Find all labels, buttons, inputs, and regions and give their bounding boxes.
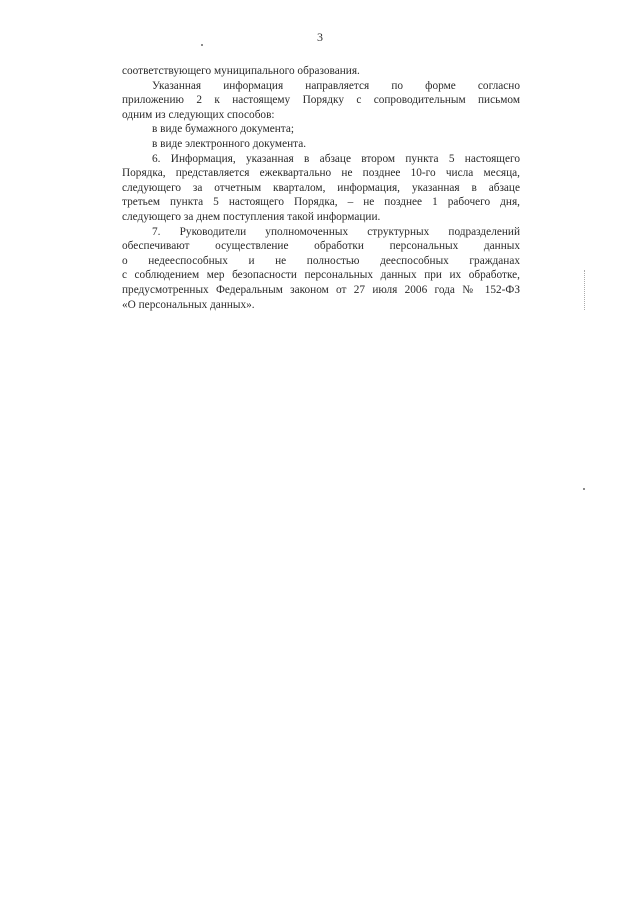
- text-line: «О персональных данных».: [122, 298, 255, 311]
- text-line: следующего за днем поступления такой информации.: [122, 210, 381, 223]
- text-line: третьем пункта 5 настоящего Порядка, – не позднее 1 рабочего дня,: [122, 196, 520, 209]
- document-body: [122, 64, 520, 312]
- text-line: с соблюдением мер безопасности персональных данных при их обработке,: [122, 269, 520, 282]
- text-line: приложению 2 к настоящему Порядку с сопроводительным письмом: [122, 94, 520, 107]
- scan-speck: [583, 488, 585, 490]
- text-line: 7. Руководители уполномоченных структурных подразделений: [152, 225, 520, 238]
- text-line: предусмотренных Федеральным законом от 27 июля 2006 года № 152-ФЗ: [122, 283, 520, 296]
- text-line: в виде электронного документа.: [152, 137, 307, 150]
- scan-artifact: [584, 270, 586, 310]
- text-line: в виде бумажного документа;: [152, 123, 295, 136]
- text-line: одним из следующих способов:: [122, 108, 275, 121]
- text-line: Указанная информация направляется по форме согласно: [152, 79, 520, 92]
- page-number: 3: [317, 30, 323, 44]
- text-line: соответствующего муниципального образования.: [122, 65, 360, 77]
- text-line: Порядка, представляется ежеквартально не позднее 10-го числа месяца,: [122, 167, 520, 180]
- text-line: 6. Информация, указанная в абзаце втором пункта 5 настоящего: [152, 152, 520, 165]
- scan-speck: [201, 44, 203, 46]
- text-line: о недееспособных и не полностью дееспособных гражданах: [122, 254, 520, 267]
- text-line: обеспечивают осуществление обработки персональных данных: [122, 240, 520, 253]
- text-line: следующего за отчетным кварталом, информация, указанная в абзаце: [122, 181, 520, 194]
